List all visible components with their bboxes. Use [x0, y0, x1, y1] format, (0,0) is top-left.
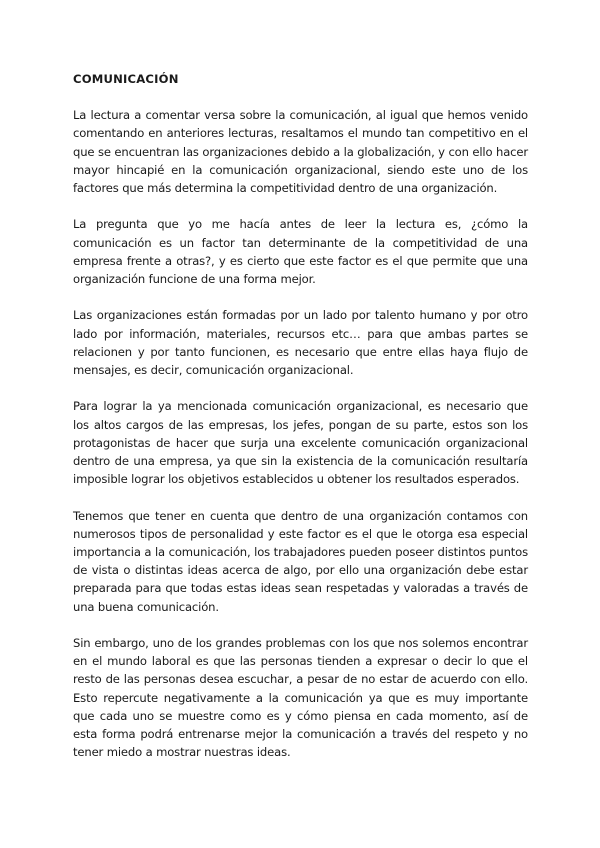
document-title: COMUNICACIÓN	[73, 72, 179, 86]
document-page	[73, 70, 528, 780]
paragraph-4: Para lograr la ya mencionada comunicación organizacional, es necesario que los altos cargos de las empresas, los jefes, pongan de su parte, estos son los protagonistas de hacer que surja una excelente comunicación organizacional dentro de una empresa, ya que sin la existencia de la comunicación resultaría imposible lograr los objetivos establecidos u obtener los resultados esperados.	[73, 399, 528, 487]
paragraph-3: Las organizaciones están formadas por un lado por talento humano y por otro lado por información, materiales, recursos etc… para que ambas partes se relacionen y por tanto funcionen, es necesario que entre ellas haya flujo de mensajes, es decir, comunicación organizacional.	[73, 308, 528, 378]
paragraph-2: La pregunta que yo me hacía antes de leer la lectura es, ¿cómo la comunicación es un factor tan determinante de la competitividad de una empresa frente a otras?, y es cierto que este factor es el que permite que una organización funcione de una forma mejor.	[73, 217, 528, 287]
paragraph-5: Tenemos que tener en cuenta que dentro de una organización contamos con numerosos tipos de personalidad y este factor es el que le otorga esa especial importancia a la comunicación, los trabajadores pueden poseer distintos puntos de vista o distintas ideas acerca de algo, por ello una organización debe estar preparada para que todas estas ideas sean respetadas y valoradas a través de una buena comunicación.	[73, 508, 528, 614]
paragraph-1: La lectura a comentar versa sobre la comunicación, al igual que hemos venido comentando en anteriores lecturas, resaltamos el mundo tan competitivo en el que se encuentran las organizaciones debido a la globalización, y con ello hacer mayor hincapié en la comunicación organizacional, siendo este uno de los factores que más determina la competitividad dentro de una organización.	[73, 108, 528, 196]
paragraph-6: Sin embargo, uno de los grandes problemas con los que nos solemos encontrar en el mundo laboral es que las personas tienden a expresar o decir lo que el resto de las personas desea escuchar, a pesar de no estar de acuerdo con ello. Esto repercute negativamente a la comunicación ya que es muy importante que cada uno se muestre como es y cómo piensa en cada momento, así de esta forma podrá entrenarse mejor la comunicación a través del respeto y no tener miedo a mostrar nuestras ideas.	[73, 636, 528, 760]
